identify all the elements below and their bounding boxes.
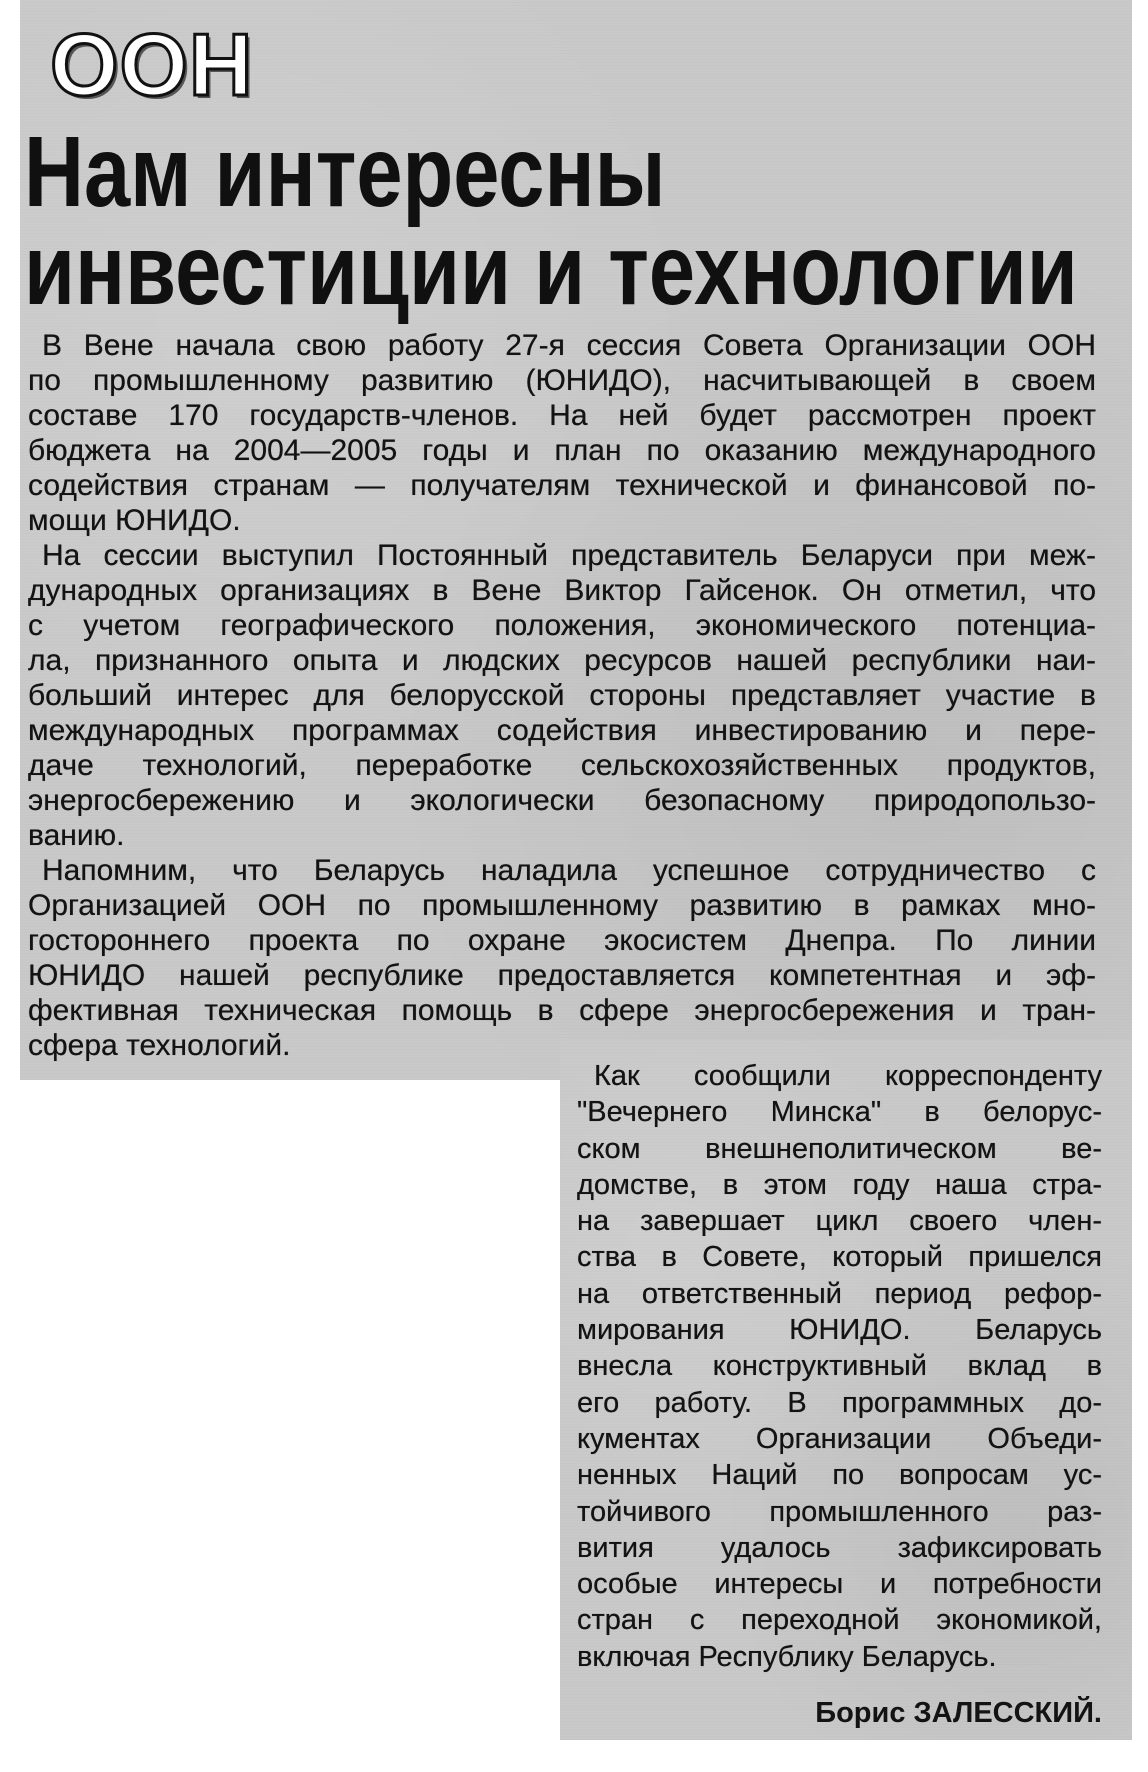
text-line: внесла конструктивный вклад в [577, 1350, 1102, 1383]
headline-text: инвестиции и технологии [24, 220, 1078, 326]
text-line: ненных Наций по вопросам ус- [577, 1459, 1102, 1492]
text-line: В Вене начала свою работу 27-я сессия Совета Организации ООН [42, 329, 1096, 362]
continuation-column [577, 1058, 1102, 1675]
text-line: домстве, в этом году наша стра- [577, 1168, 1102, 1201]
text-line: Как сообщили корреспонденту [594, 1060, 1102, 1092]
text-line: даче технологий, переработке сельскохозяйственных продуктов, [28, 749, 1096, 782]
text-line: вития удалось зафиксировать [577, 1531, 1102, 1564]
text-line: "Вечернего Минска" в белорус- [577, 1096, 1102, 1129]
text-line: составе 170 государств-членов. На ней будет рассмотрен проект [28, 399, 1096, 432]
text-line: ском внешнеполитическом ве- [577, 1132, 1102, 1165]
text-line: с учетом географического положения, экономического потенциа- [28, 609, 1096, 642]
text-line: ванию. [28, 819, 125, 852]
text-line: на ответственный период рефор- [577, 1277, 1102, 1310]
text-line: тойчивого промышленного раз- [577, 1495, 1102, 1528]
text-line: На сессии выступил Постоянный представитель Беларуси при меж- [42, 539, 1096, 572]
text-line: бюджета на 2004—2005 годы и план по оказанию международного [28, 434, 1096, 467]
text-line: особые интересы и потребности [577, 1568, 1102, 1601]
article-body [28, 328, 1096, 1063]
text-line: гостороннего проекта по охране экосистем Днепра. По линии [28, 924, 1096, 957]
text-line: мощи ЮНИДО. [28, 504, 241, 537]
text-line: стран с переходной экономикой, [577, 1604, 1102, 1637]
text-line: на завершает цикл своего член- [577, 1205, 1102, 1238]
text-line: Напомним, что Беларусь наладила успешное сотрудничество с [42, 854, 1096, 887]
author-signature: Борис ЗАЛЕССКИЙ. [815, 1697, 1102, 1729]
paragraph-3 [28, 853, 1096, 1063]
headline-line-2 [24, 220, 1114, 332]
text-line: сфера технологий. [28, 1029, 291, 1062]
text-line: кументах Организации Объеди- [577, 1422, 1102, 1455]
text-line: ства в Совете, который пришелся [577, 1241, 1102, 1274]
text-line: международных программах содействия инвестированию и пере- [28, 714, 1096, 747]
text-line: мирования ЮНИДО. Беларусь [577, 1314, 1102, 1347]
section-label: ООН [50, 15, 254, 114]
text-line: Организацией ООН по промышленному развитию в рамках мно- [28, 889, 1096, 922]
headline-text: Нам интересны [24, 122, 666, 228]
text-line: дународных организациях в Вене Виктор Гайсенок. Он отметил, что [28, 574, 1096, 607]
text-line: по промышленному развитию (ЮНИДО), насчитывающей в своем [28, 364, 1096, 397]
paragraph-1 [28, 328, 1096, 538]
paragraph-2 [28, 538, 1096, 853]
text-line: включая Республику Беларусь. [577, 1640, 997, 1673]
text-line: энергосбережению и экологически безопасному природопользо- [28, 784, 1096, 817]
text-line: фективная техническая помощь в сфере энергосбережения и тран- [28, 994, 1096, 1027]
text-line: больший интерес для белорусской стороны представляет участие в [28, 679, 1096, 712]
text-line: ЮНИДО нашей республике предоставляется компетентная и эф- [28, 959, 1096, 992]
text-line: ла, признанного опыта и людских ресурсов нашей республики наи- [28, 644, 1096, 677]
text-line: содействия странам — получателям технической и финансовой по- [28, 469, 1096, 502]
headline-line-1 [24, 122, 1114, 234]
text-line: его работу. В программных до- [577, 1386, 1102, 1419]
